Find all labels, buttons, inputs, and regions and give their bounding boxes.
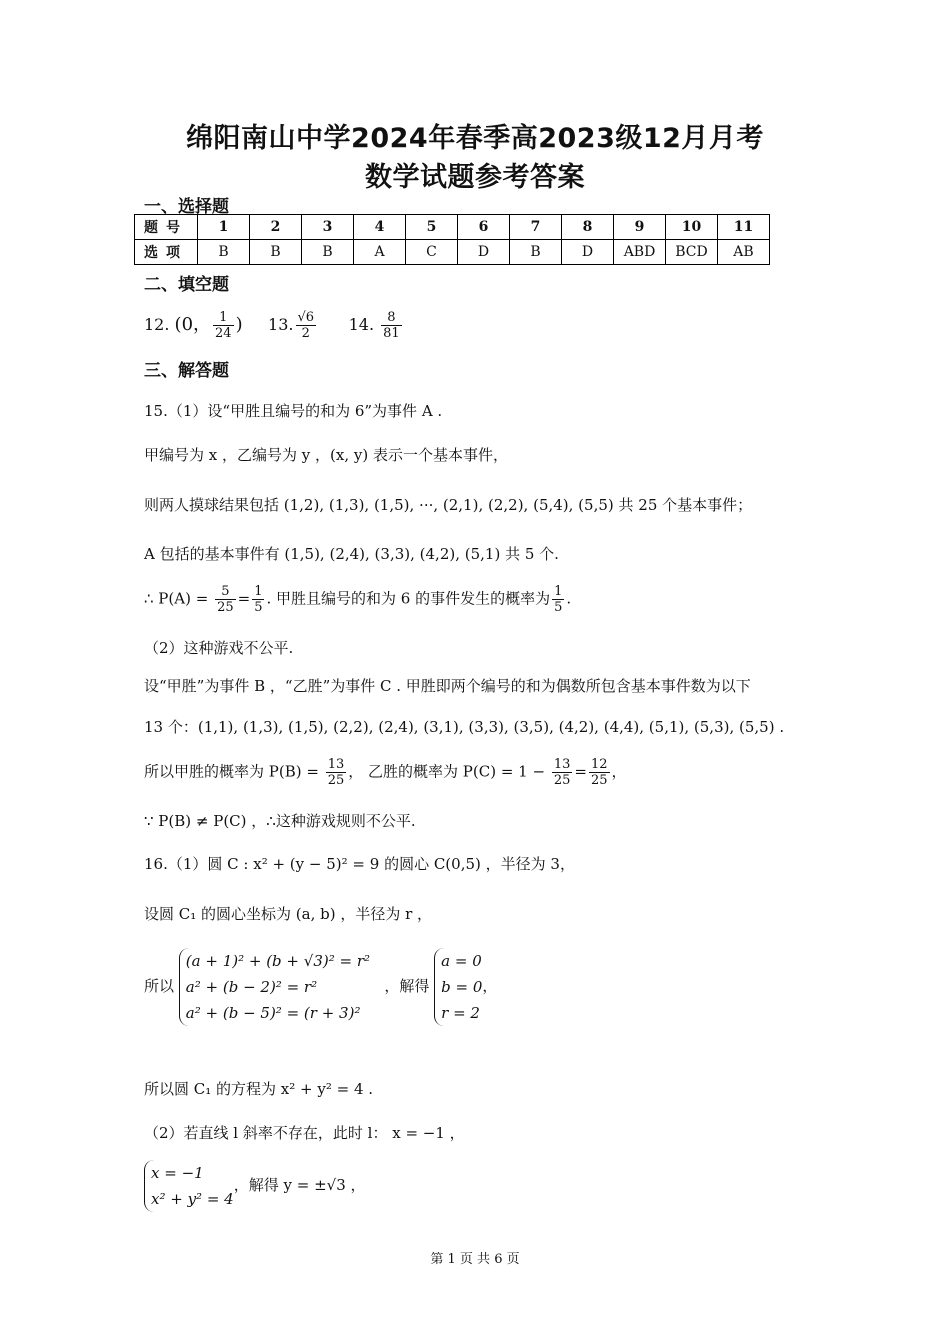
table-row-answers <box>135 240 770 265</box>
q14-fraction: $\frac{8}{81}$ <box>383 310 400 341</box>
q16-line-4: 所以圆 C₁ 的方程为 x² + y² = 4 . <box>144 1080 374 1098</box>
q16-line-5: （2）若直线 l 斜率不存在，此时 l： x = −1 ， <box>144 1124 465 1142</box>
table-cell: D <box>458 240 510 265</box>
table-cell: BCD <box>666 240 718 265</box>
table-cell: 8 <box>562 215 614 240</box>
table-cell: 9 <box>614 215 666 240</box>
q15-line-1: 15.（1）设“甲胜且编号的和为 6”为事件 A . <box>144 402 443 420</box>
table-cell: B <box>250 240 302 265</box>
q12-open: (0， <box>174 314 212 335</box>
q12-label: 12. <box>144 315 170 334</box>
page-footer: 第 1 页 共 6 页 <box>430 1252 520 1267</box>
section-fill: 二、填空题 <box>144 275 229 295</box>
fill-answers <box>144 310 404 341</box>
q16-line-1: 16.（1）圆 C : x² + (y − 5)² = 9 的圆心 C(0,5) ，半径为 3， <box>144 855 575 873</box>
q15-line-2: 甲编号为 x ，乙编号为 y ，(x, y) 表示一个基本事件， <box>144 446 508 464</box>
table-head-answer: 选项 <box>135 240 198 265</box>
title-line-2: 数学试题参考答案 <box>365 162 585 193</box>
q15-line-10: ∵ P(B) ≠ P(C) ，∴这种游戏规则不公平. <box>144 812 416 830</box>
q15-line-8: 13 个：(1,1), (1,3), (1,5), (2,2), (2,4), (3,1), (3,3), (3,5), (4,2), (4,4), (5,1), (5,3), (5,5) . <box>144 718 785 736</box>
table-cell: A <box>354 240 406 265</box>
table-cell: D <box>562 240 614 265</box>
section-choice: 一、选择题 <box>144 197 229 217</box>
table-cell: 6 <box>458 215 510 240</box>
table-cell: C <box>406 240 458 265</box>
table-cell: 7 <box>510 215 562 240</box>
table-cell: 10 <box>666 215 718 240</box>
q16-system-2: x = −1 x² + y² = 4 ，解得 y = ±√3 ， <box>144 1160 366 1212</box>
table-cell: 11 <box>718 215 770 240</box>
table-cell: B <box>510 240 562 265</box>
q16-system: 所以 (a + 1)² + (b + √3)² = r² a² + (b − 2)² = r² a² + (b − 5)² = (r + 3)² ，解得 a = 0 b = 0 r = 2 ， <box>144 948 497 1026</box>
system-label: 所以 <box>144 977 175 995</box>
table-cell: B <box>302 240 354 265</box>
q13-label: 13. <box>268 315 294 334</box>
q15-line-9: 所以甲胜的概率为 P(B) = $\frac{13}{25}$ ， 乙胜的概率为 P(C) = 1 − $\frac{13}{25}$ = $\frac{12}{25}$ ， <box>144 757 627 788</box>
answer-table <box>134 214 770 265</box>
table-cell: 1 <box>198 215 250 240</box>
table-cell: B <box>198 240 250 265</box>
table-row-numbers <box>135 215 770 240</box>
q15-line-5: ∴ P(A) = $\frac{5}{25}$ = $\frac{1}{5}$ . 甲胜且编号的和为 6 的事件发生的概率为 $\frac{1}{5}$ . <box>144 584 572 615</box>
table-cell: 5 <box>406 215 458 240</box>
equation-system: (a + 1)² + (b + √3)² = r² a² + (b − 2)² = r² a² + (b − 5)² = (r + 3)² <box>179 948 370 1026</box>
q12-close: ) <box>235 314 243 335</box>
table-head-number: 题号 <box>135 215 198 240</box>
q15-line-6: （2）这种游戏不公平. <box>144 639 294 657</box>
table-cell: 4 <box>354 215 406 240</box>
q15-line-7: 设“甲胜”为事件 B ，“乙胜”为事件 C . 甲胜即两个编号的和为偶数所包含基本事件数为以下 <box>144 677 751 695</box>
table-cell: 2 <box>250 215 302 240</box>
section-solution: 三、解答题 <box>144 361 229 381</box>
q14-label: 14. <box>348 315 375 334</box>
q15-line-3: 则两人摸球结果包括 (1,2), (1,3), (1,5), ···, (2,1), (2,2), (5,4), (5,5) 共 25 个基本事件； <box>144 496 753 514</box>
q12-fraction: $\frac{1}{24}$ <box>215 310 232 341</box>
table-cell: 3 <box>302 215 354 240</box>
table-cell: ABD <box>614 240 666 265</box>
table-cell: AB <box>718 240 770 265</box>
q13-fraction: $\frac{√6}{2}$ <box>297 310 315 341</box>
equation-system-2: x = −1 x² + y² = 4 <box>144 1160 234 1212</box>
solution-system: a = 0 b = 0 r = 2 <box>434 948 482 1026</box>
title-line-1: 绵阳南山中学2024年春季高2023级12月月考 <box>186 123 764 154</box>
q15-line-4: A 包括的基本事件有 (1,5), (2,4), (3,3), (4,2), (5,1) 共 5 个. <box>144 545 559 563</box>
q16-line-2: 设圆 C₁ 的圆心坐标为 (a, b) ，半径为 r ， <box>144 905 433 923</box>
